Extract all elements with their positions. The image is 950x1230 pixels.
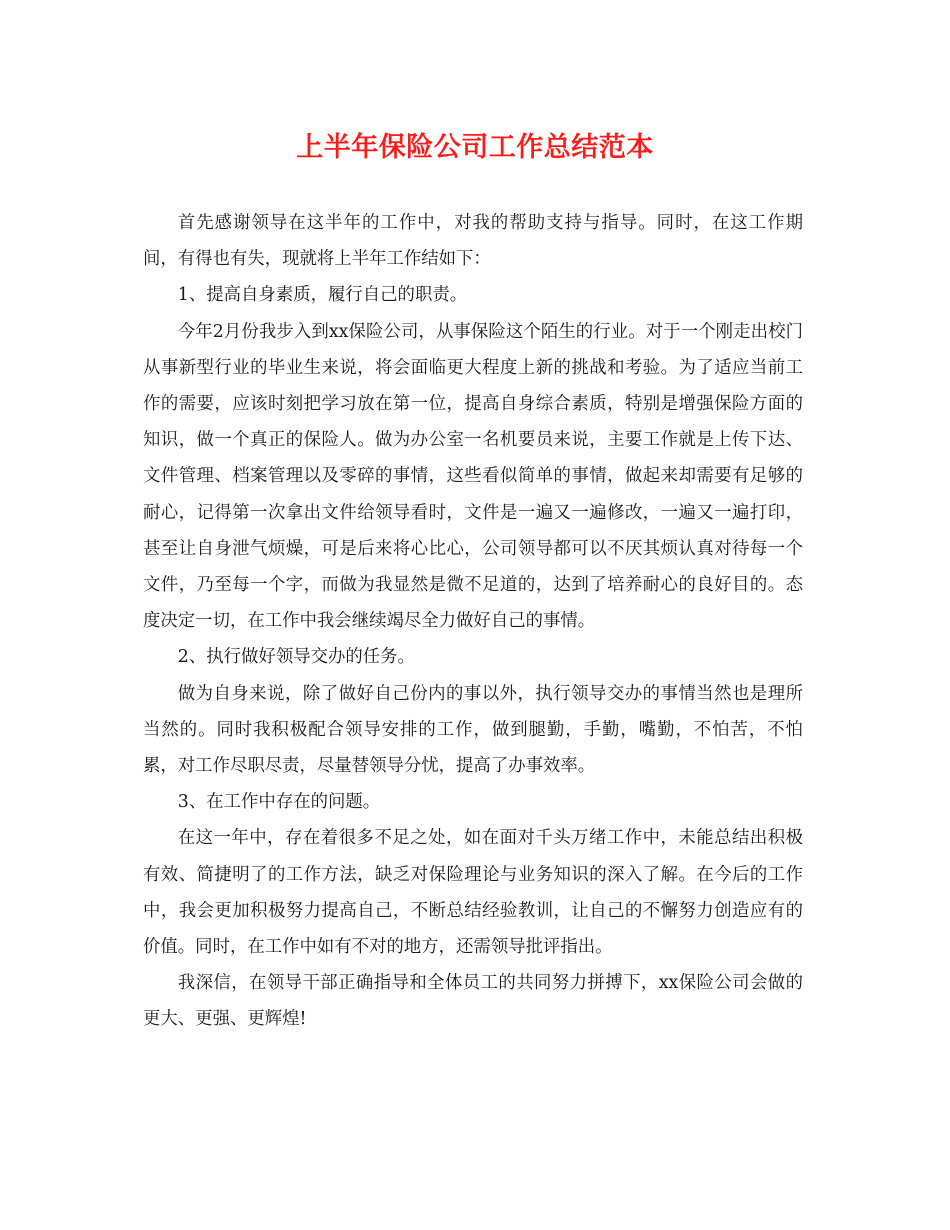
document-title: 上半年保险公司工作总结范本	[296, 132, 654, 163]
section-heading-3: 3、在工作中存在的问题。	[177, 792, 381, 813]
section-heading-1: 1、提高自身素质，履行自己的职责。	[177, 285, 468, 306]
paragraph-conclusion: 我深信，在领导干部正确指导和全体员工的共同努力拼搏下，xx保险公司会做的更大、更强、更辉煌!	[143, 973, 803, 1030]
paragraph-section-1: 今年2月份我步入到xx保险公司，从事保险这个陌生的行业。对于一个刚走出校门从事新型行业的毕业生来说，将会面临更大程度上新的挑战和考验。为了适应当前工作的需要，应该时刻把学习放在第一位，提高自身综合素质，特别是增强保险方面的知识，做一个真正的保险人。做为办公室一名机要员来说，主要工作就是上传下达、文件管理、档案管理以及零碎的事情，这些看似简单的事情，做起来却需要有足够的耐心，记得第一次拿出文件给领导看时，文件是一遍又一遍修改，一遍又一遍打印，甚至让自身泄气烦燥，可是后来将心比心，公司领导都可以不厌其烦认真对待每一个文件，乃至每一个字，而做为我显然是微不足道的，达到了培养耐心的良好目的。态度决定一切，在工作中我会继续竭尽全力做好自己的事情。	[143, 321, 803, 632]
document-body	[143, 205, 803, 1038]
paragraph-section-2: 做为自身来说，除了做好自己份内的事以外，执行领导交办的事情当然也是理所当然的。同时我积极配合领导安排的工作，做到腿勤，手勤，嘴勤，不怕苦，不怕累，对工作尽职尽责，尽量替领导分忧，提高了办事效率。	[143, 683, 803, 777]
section-heading-2: 2、执行做好领导交办的任务。	[177, 647, 415, 668]
paragraph-section-3: 在这一年中，存在着很多不足之处，如在面对千头万绪工作中，未能总结出积极有效、简捷明了的工作方法，缺乏对保险理论与业务知识的深入了解。在今后的工作中，我会更加积极努力提高自己，不断总结经验教训，让自己的不懈努力创造应有的价值。同时，在工作中如有不对的地方，还需领导批评指出。	[143, 828, 803, 958]
paragraph-intro: 首先感谢领导在这半年的工作中，对我的帮助支持与指导。同时，在这工作期间，有得也有失，现就将上半年工作结如下：	[143, 213, 803, 270]
